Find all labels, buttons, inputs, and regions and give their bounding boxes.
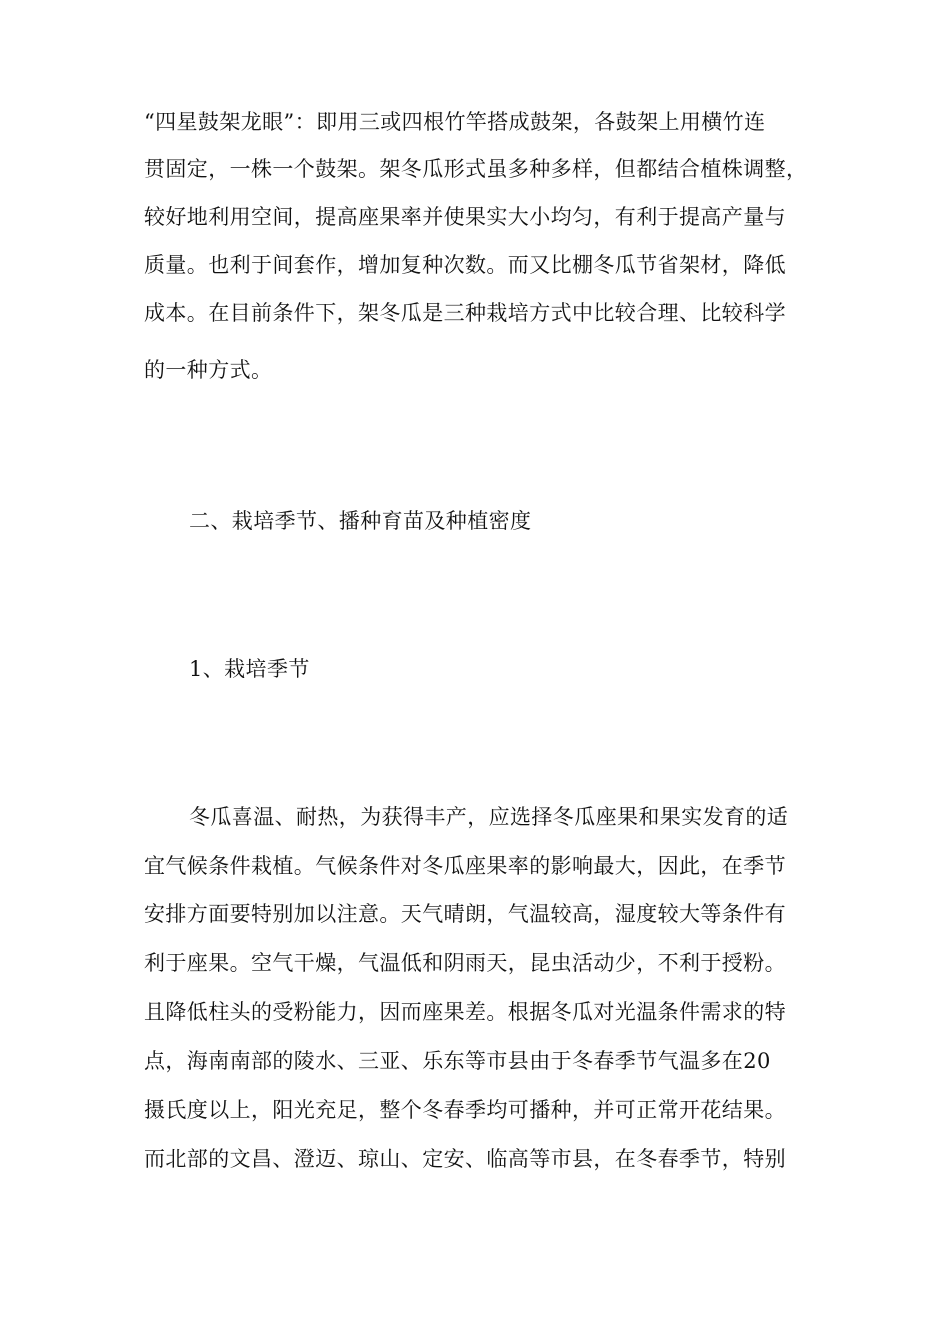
- text-line: 摄氏度以上，阳光充足，整个冬春季均可播种，并可正常开花结果。: [144, 1098, 786, 1122]
- text-line: 较好地利用空间，提高座果率并使果实大小均匀，有利于提高产量与: [144, 205, 786, 229]
- text-line: 而北部的文昌、澄迈、琼山、定安、临高等市县，在冬春季节，特别: [144, 1147, 786, 1171]
- text-line: “四星鼓架龙眼”：即用三或四根竹竿搭成鼓架，各鼓架上用横竹连: [144, 110, 766, 134]
- text-line: 的一种方式。: [144, 358, 273, 382]
- text-line: 宜气候条件栽植。气候条件对冬瓜座果率的影响最大，因此，在季节: [144, 854, 786, 878]
- text-line: 成本。在目前条件下，架冬瓜是三种栽培方式中比较合理、比较科学: [144, 301, 786, 325]
- text-line: 质量。也利于间套作，增加复种次数。而又比棚冬瓜节省架材，降低: [144, 253, 786, 277]
- text-line: 利于座果。空气干燥，气温低和阴雨天，昆虫活动少，不利于授粉。: [144, 951, 786, 975]
- text-line: 安排方面要特别加以注意。天气晴朗，气温较高，湿度较大等条件有: [144, 902, 786, 926]
- text-line: 点，海南南部的陵水、三亚、乐东等市县由于冬春季节气温多在20: [144, 1049, 771, 1073]
- text-line: 贯固定，一株一个鼓架。架冬瓜形式虽多种多样，但都结合植株调整，: [144, 157, 808, 181]
- text-line: 冬瓜喜温、耐热，为获得丰产，应选择冬瓜座果和果实发育的适: [189, 805, 789, 829]
- subsection-heading: 1、栽培季节: [189, 657, 310, 681]
- section-heading: 二、栽培季节、播种育苗及种植密度: [189, 509, 532, 533]
- text-line: 且降低柱头的受粉能力，因而座果差。根据冬瓜对光温条件需求的特: [144, 1000, 786, 1024]
